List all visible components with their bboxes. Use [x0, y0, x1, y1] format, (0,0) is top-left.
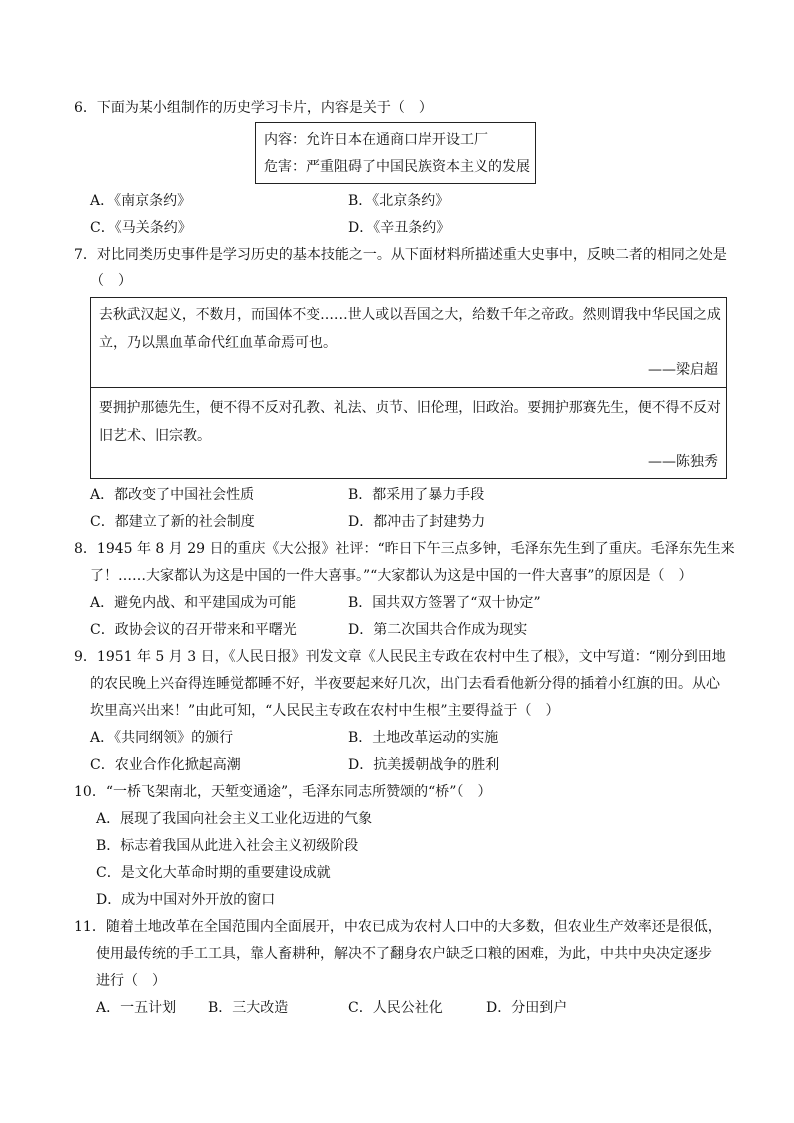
q7-option-c[interactable]: C．都建立了新的社会制度	[90, 514, 255, 530]
q6-card-line-1: 内容：允许日本在通商口岸开设工厂	[264, 132, 488, 148]
q6-option-d[interactable]: D．《辛丑条约》	[348, 220, 451, 236]
q6-option-a[interactable]: A．《南京条约》	[90, 193, 192, 209]
q8-stem-line-1: 8．1945 年 8 月 29 日的重庆《大公报》社评：“昨日下午三点多钟，毛泽东先生到了重庆。毛泽东先生来	[74, 541, 735, 557]
q10-option-d[interactable]: D．成为中国对外开放的窗口	[96, 892, 276, 908]
q7-option-a[interactable]: A．都改变了中国社会性质	[90, 487, 255, 503]
q10-option-b[interactable]: B．标志着我国从此进入社会主义初级阶段	[96, 838, 359, 854]
q6-card	[255, 122, 536, 184]
q9-option-a[interactable]: A．《共同纲领》的颁行	[90, 730, 234, 746]
q6-stem: 6．下面为某小组制作的历史学习卡片，内容是关于（ ）	[74, 100, 433, 116]
q8-option-d[interactable]: D．第二次国共合作成为现实	[348, 622, 528, 638]
q7-source-1: ——梁启超	[648, 362, 718, 378]
q8-option-b[interactable]: B．国共双方签署了“双十协定”	[348, 595, 541, 611]
q7-material-divider	[91, 387, 726, 388]
q8-stem-line-2: 了！……大家都认为这是中国的一件大喜事。”“大家都认为这是中国的一件大喜事”的原因是（ ）	[90, 568, 693, 584]
q11-option-d[interactable]: D．分田到户	[486, 1000, 568, 1016]
q11-stem-line-1: 11．随着土地改革在全国范围内全面展开，中农已成为农村人口中的大多数，但农业生产效率还是很低，	[74, 919, 722, 935]
q8-option-a[interactable]: A．避免内战、和平建国成为可能	[90, 595, 297, 611]
q11-option-a[interactable]: A．一五计划	[96, 1000, 177, 1016]
q10-option-c[interactable]: C．是文化大革命时期的重要建设成就	[96, 865, 331, 881]
q9-stem-line-3: 坎里高兴出来！”由此可知，“人民民主专政在农村中生根”主要得益于（ ）	[90, 703, 560, 719]
q6-option-c[interactable]: C．《马关条约》	[90, 220, 192, 236]
q7-stem-line-2: （ ）	[90, 273, 132, 289]
q9-option-b[interactable]: B．土地改革运动的实施	[348, 730, 499, 746]
q6-card-line-2: 危害：严重阻碍了中国民族资本主义的发展	[264, 159, 530, 175]
q7-option-d[interactable]: D．都冲击了封建势力	[348, 514, 486, 530]
q7-material-box	[90, 297, 727, 479]
q8-option-c[interactable]: C．政协会议的召开带来和平曙光	[90, 622, 297, 638]
q7-option-b[interactable]: B．都采用了暴力手段	[348, 487, 485, 503]
q11-stem-line-3: 进行（ ）	[96, 973, 166, 989]
q9-stem-line-2: 的农民晚上兴奋得连睡觉都睡不好，半夜要起来好几次，出门去看看他新分得的插着小红旗的田。从心	[90, 676, 720, 692]
q9-stem-line-1: 9．1951 年 5 月 3 日，《人民日报》刊发文章《人民民主专政在农村中生了根》，文中写道：“刚分到田地	[74, 649, 726, 665]
q6-option-b[interactable]: B．《北京条约》	[348, 193, 450, 209]
q9-option-d[interactable]: D．抗美援朝战争的胜利	[348, 757, 500, 773]
q11-stem-line-2: 使用最传统的手工工具，靠人畜耕种，解决不了翻身农户缺乏口粮的困难，为此，中共中央决定逐步	[96, 946, 712, 962]
q7-material-2-line-2: 旧艺术、旧宗教。	[99, 428, 211, 444]
q7-stem-line-1: 7．对比同类历史事件是学习历史的基本技能之一。从下面材料所描述重大史事中，反映二者的相同之处是	[74, 247, 727, 263]
q10-option-a[interactable]: A．展现了我国向社会主义工业化迈进的气象	[96, 811, 373, 827]
q7-source-2: ——陈独秀	[648, 454, 718, 470]
q9-option-c[interactable]: C．农业合作化掀起高潮	[90, 757, 241, 773]
q11-option-b[interactable]: B．三大改造	[208, 1000, 289, 1016]
q7-material-1-line-1: 去秋武汉起义，不数月，而国体不变……世人或以吾国之大，给数千年之帝政。然则谓我中华民国之成	[99, 307, 721, 323]
q7-material-2-line-1: 要拥护那德先生，便不得不反对孔教、礼法、贞节、旧伦理，旧政治。要拥护那赛先生，便不得不反对	[99, 400, 721, 416]
q7-material-1-line-2: 立，乃以黑血革命代红血革命焉可也。	[99, 335, 337, 351]
q11-option-c[interactable]: C．人民公社化	[348, 1000, 443, 1016]
q10-stem: 10．“一桥飞架南北，天堑变通途”，毛泽东同志所赞颂的“桥”（ ）	[74, 784, 492, 800]
